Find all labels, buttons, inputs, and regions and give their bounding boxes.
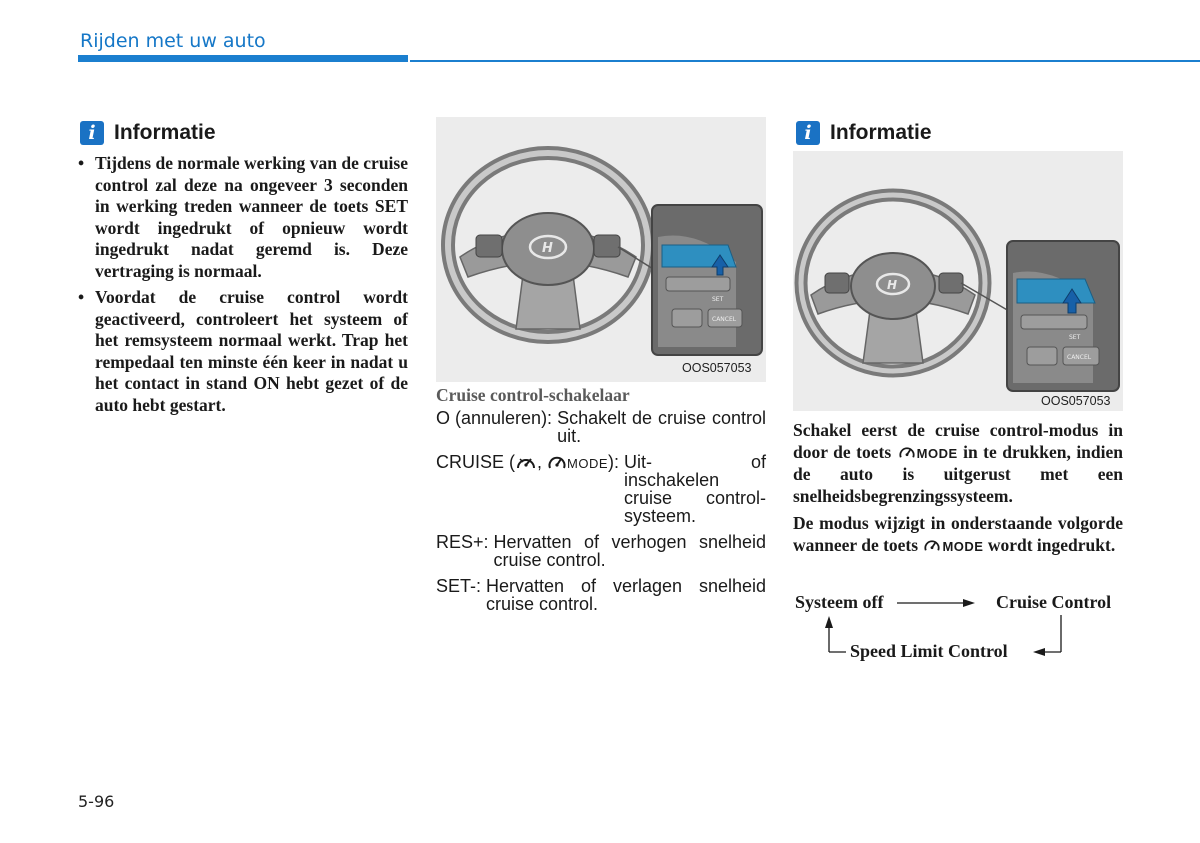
page-number: 5-96 xyxy=(78,792,115,811)
info-title: Informatie xyxy=(830,121,932,144)
switch-item-text: Uit- of inschakelen cruise control-systeem. xyxy=(624,452,766,526)
mode-speedometer-icon xyxy=(922,537,942,553)
figure-code: OOS057053 xyxy=(1041,394,1111,408)
switch-item-label: CRUISE ( , MODE): xyxy=(436,452,625,472)
mode-cycle-diagram xyxy=(793,590,1133,670)
section-title: Rijden met uw auto xyxy=(80,30,266,52)
switch-item xyxy=(436,409,766,445)
state-systeem-off: Systeem off xyxy=(795,592,884,612)
state-cruise-control: Cruise Control xyxy=(996,592,1112,612)
svg-text:SET: SET xyxy=(712,296,724,303)
switch-item-text: Hervatten of verlagen snelheid cruise control. xyxy=(486,576,766,614)
cruise-speedometer-icon xyxy=(515,453,537,471)
mode-speedometer-icon xyxy=(547,453,567,471)
steering-wheel-illustration xyxy=(436,117,766,382)
figure-code: OOS057053 xyxy=(682,361,752,375)
svg-text:H: H xyxy=(887,278,898,292)
info-icon: i xyxy=(796,121,820,145)
figure-caption: Cruise control-schakelaar xyxy=(436,385,630,405)
mode-paragraph-2: De modus wijzigt in onderstaande volgorde wanneer de toets MODE wordt ingedrukt. xyxy=(793,513,1123,555)
info-heading-right xyxy=(796,121,932,145)
switch-item-label: SET-: xyxy=(436,576,487,596)
switch-item-label: RES+: xyxy=(436,532,494,552)
state-speed-limit-control: Speed Limit Control xyxy=(850,641,1008,661)
switch-item xyxy=(436,577,766,613)
info-bullet-list xyxy=(78,153,408,421)
steering-wheel-mode-figure xyxy=(793,151,1123,411)
info-heading-left xyxy=(80,121,216,145)
header-rule xyxy=(410,60,1200,62)
mode-paragraph-1: Schakel eerst de cruise control-modus in door de toets MODE in te drukken, indien de auto is uitgerust met een snelheidsbegrenzingssysteem. xyxy=(793,420,1124,506)
switch-item xyxy=(436,453,766,525)
svg-text:CANCEL: CANCEL xyxy=(1067,354,1092,361)
mode-speedometer-icon xyxy=(897,444,917,460)
info-title: Informatie xyxy=(114,121,216,144)
switch-item xyxy=(436,533,766,569)
info-bullet: • Tijdens de normale werking van de cruise control zal deze na ongeveer 3 seconden in werking treden wanneer de toets SET wordt ingedrukt of opnieuw wordt ingedrukt nadat geremd is. Deze vertraging is normaal. xyxy=(78,153,408,282)
header-bar-accent xyxy=(78,55,408,62)
svg-text:CANCEL: CANCEL xyxy=(712,316,737,323)
switch-item-label: O (annuleren): xyxy=(436,408,558,428)
switch-item-text: Hervatten of verhogen snelheid cruise control. xyxy=(493,532,766,570)
switch-description-list xyxy=(436,409,766,621)
info-bullet: • Voordat de cruise control wordt geactiveerd, controleert het systeem of het remsysteem normaal werkt. Trap het rempedaal ten minste één keer in nadat u het contact in stand ON hebt gezet of de auto hebt gestart. xyxy=(78,287,408,416)
svg-text:H: H xyxy=(542,241,553,256)
steering-wheel-figure xyxy=(436,117,766,382)
info-icon: i xyxy=(80,121,104,145)
svg-text:SET: SET xyxy=(1069,334,1081,341)
switch-item-text: Schakelt de cruise control uit. xyxy=(557,408,766,446)
steering-wheel-mode-illustration xyxy=(793,151,1123,411)
